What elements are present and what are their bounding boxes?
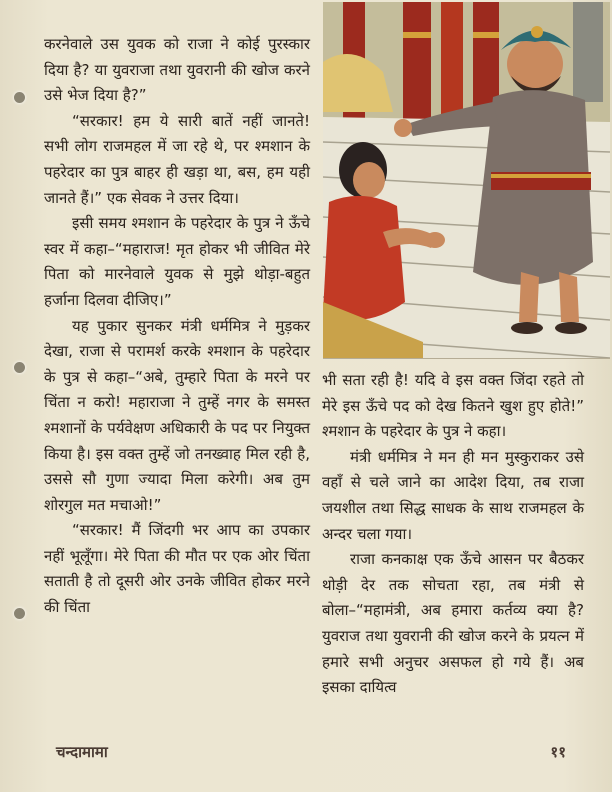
paragraph: “सरकार! हम ये सारी बातें नहीं जानते! सभी लोग राजमहल में जा रहे थे, पर श्मशान के पहरेदार का पुत्र बाहर ही खड़ा था, बस, हम यही जानते हैं।” एक सेवक ने उत्तर दिया। <box>44 111 310 207</box>
punch-hole <box>14 608 25 619</box>
punch-hole <box>14 92 25 103</box>
punch-hole <box>14 362 25 373</box>
illustration-svg <box>323 2 610 358</box>
paragraph: मंत्री धर्ममित्र ने मन ही मन मुस्कुराकर उसे वहाँ से चले जाने का आदेश दिया, तब राजा जयशील तथा सिद्ध साधक के साथ राजमहल के अन्दर चला गया। <box>322 447 584 543</box>
right-text-column <box>322 368 584 701</box>
paragraph: “सरकार! मैं जिंदगी भर आप का उपकार नहीं भूलूँगा। मेरे पिता की मौत पर एक ओर चिंता सताती है तो दूसरी ओर उनके जीवित होकर मरने की चिंता <box>44 521 310 617</box>
story-illustration <box>323 2 610 359</box>
footer-page-number: ११ <box>550 743 566 761</box>
paragraph: राजा कनकाक्ष एक ऊँचे आसन पर बैठकर थोड़ी देर तक सोचता रहा, तब मंत्री से बोला–“महामंत्री, अब हमारा कर्तव्य क्या है? युवराज तथा युवरानी की खोज करने के प्रयत्न में हमारे सभी अनुचर असफल हो गये हैं। अब इसका दायित्व <box>322 550 584 697</box>
footer-magazine-name: चन्दामामा <box>56 743 108 761</box>
paragraph: इसी समय श्मशान के पहरेदार के पुत्र ने ऊँचे स्वर में कहा–“महाराज! मृत होकर भी जीवित मेरे पिता को मारनेवाले युवक से मुझे थोड़ा-बहुत हर्जाना दिलवा दीजिए।” <box>44 214 310 309</box>
paragraph: करनेवाले उस युवक को राजा ने कोई पुरस्कार दिया है? या युवराजा तथा युवरानी की खोज करने उसे भेज दिया है?” <box>44 35 310 105</box>
left-text-column <box>44 32 310 621</box>
paragraph: यह पुकार सुनकर मंत्री धर्ममित्र ने मुड़कर देखा, राजा से परामर्श करके श्मशान के पहरेदार के पुत्र से कहा–“अबे, तुम्हारे पिता के मरने पर चिंता न करो! महाराजा ने तुम्हें नगर के समस्त श्मशानों के पर्यवेक्षण अधिकारी के पद पर नियुक्त किया है। इस वक्त तुम्हें जो तनख्वाह मिल रही है, उससे सौ गुणा ज्यादा मिला करेगी। अब तुम शोरगुल मत मचाओ!” <box>44 316 310 514</box>
paragraph: भी सता रही है! यदि वे इस वक्त जिंदा रहते तो मेरे इस ऊँचे पद को देख कितने खुश हुए होते!” श्मशान के पहरेदार के पुत्र ने कहा। <box>322 371 584 441</box>
